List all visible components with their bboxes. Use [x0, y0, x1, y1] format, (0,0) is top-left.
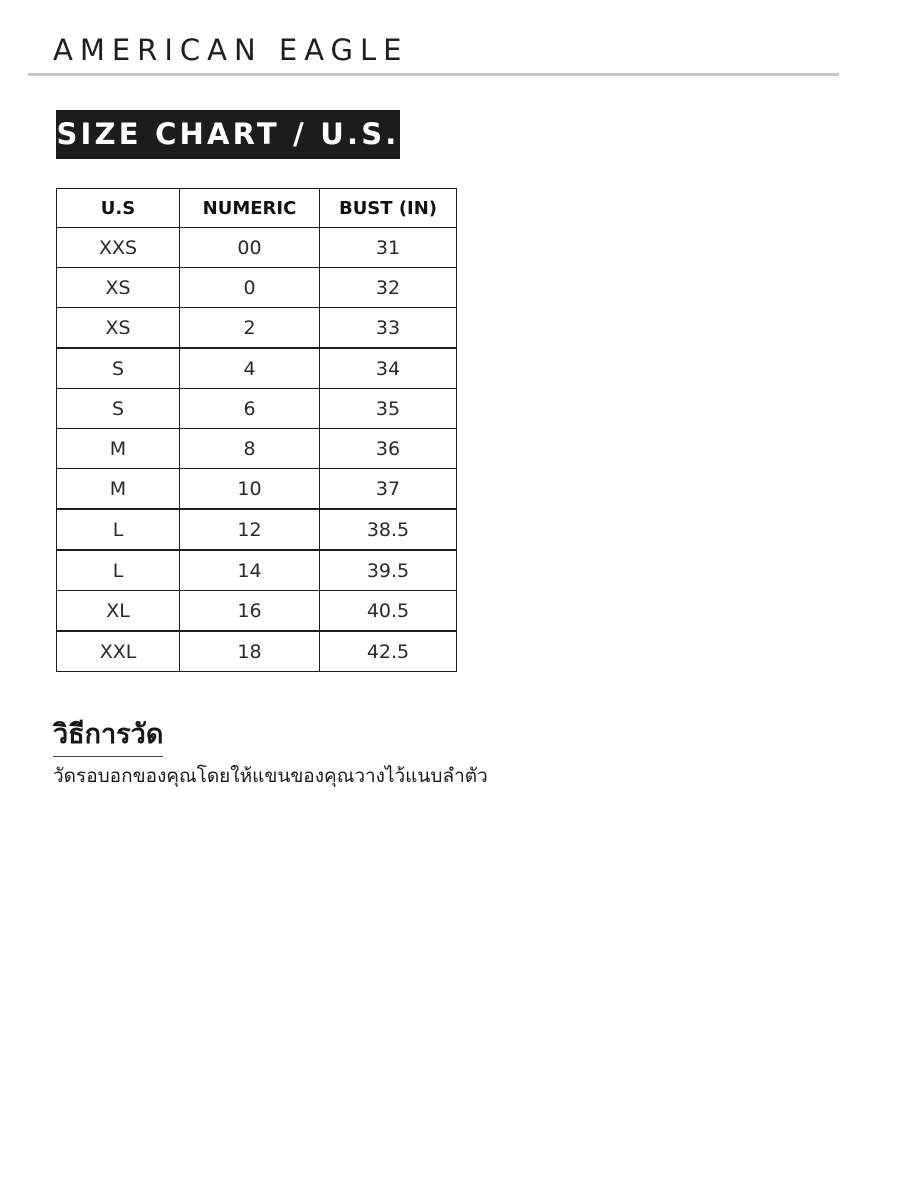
cell-numeric-size: 18: [180, 631, 320, 672]
table-row: [57, 389, 457, 429]
cell-bust: 32: [320, 268, 457, 308]
cell-bust: 34: [320, 348, 457, 389]
header-bust: BUST (IN): [320, 189, 457, 228]
cell-us-size: XS: [57, 308, 180, 349]
brand-logo-text: AMERICAN EAGLE: [53, 33, 409, 67]
cell-us-size: S: [57, 348, 180, 389]
cell-numeric-size: 16: [180, 591, 320, 632]
table-row: [57, 509, 457, 550]
how-to-measure-text: วัดรอบอกของคุณโดยให้แขนของคุณวางไว้แนบลำตัว: [53, 765, 488, 787]
cell-us-size: XL: [57, 591, 180, 632]
cell-numeric-size: 12: [180, 509, 320, 550]
cell-us-size: L: [57, 509, 180, 550]
cell-us-size: M: [57, 429, 180, 469]
table-row: [57, 550, 457, 591]
cell-numeric-size: 8: [180, 429, 320, 469]
cell-us-size: XXS: [57, 228, 180, 268]
cell-numeric-size: 4: [180, 348, 320, 389]
cell-bust: 38.5: [320, 509, 457, 550]
cell-numeric-size: 10: [180, 469, 320, 510]
cell-bust: 40.5: [320, 591, 457, 632]
table-row: [57, 631, 457, 672]
cell-numeric-size: 00: [180, 228, 320, 268]
table-row: [57, 348, 457, 389]
table-row: [57, 591, 457, 632]
cell-bust: 31: [320, 228, 457, 268]
how-to-measure-heading: วิธีการวัด: [53, 716, 163, 757]
header-numeric: NUMERIC: [180, 189, 320, 228]
cell-bust: 37: [320, 469, 457, 510]
table-row: [57, 469, 457, 510]
cell-numeric-size: 6: [180, 389, 320, 429]
cell-bust: 33: [320, 308, 457, 349]
cell-bust: 42.5: [320, 631, 457, 672]
cell-us-size: S: [57, 389, 180, 429]
size-table: [56, 188, 457, 672]
cell-us-size: L: [57, 550, 180, 591]
table-header-row: [57, 189, 457, 228]
table-row: [57, 429, 457, 469]
table-row: [57, 308, 457, 349]
header-us: U.S: [57, 189, 180, 228]
cell-numeric-size: 14: [180, 550, 320, 591]
cell-bust: 35: [320, 389, 457, 429]
cell-us-size: XXL: [57, 631, 180, 672]
cell-bust: 36: [320, 429, 457, 469]
cell-numeric-size: 0: [180, 268, 320, 308]
cell-bust: 39.5: [320, 550, 457, 591]
size-chart-title: SIZE CHART / U.S.: [56, 110, 400, 159]
table-row: [57, 228, 457, 268]
table-row: [57, 268, 457, 308]
header-divider: [28, 73, 839, 76]
cell-us-size: M: [57, 469, 180, 510]
cell-us-size: XS: [57, 268, 180, 308]
cell-numeric-size: 2: [180, 308, 320, 349]
